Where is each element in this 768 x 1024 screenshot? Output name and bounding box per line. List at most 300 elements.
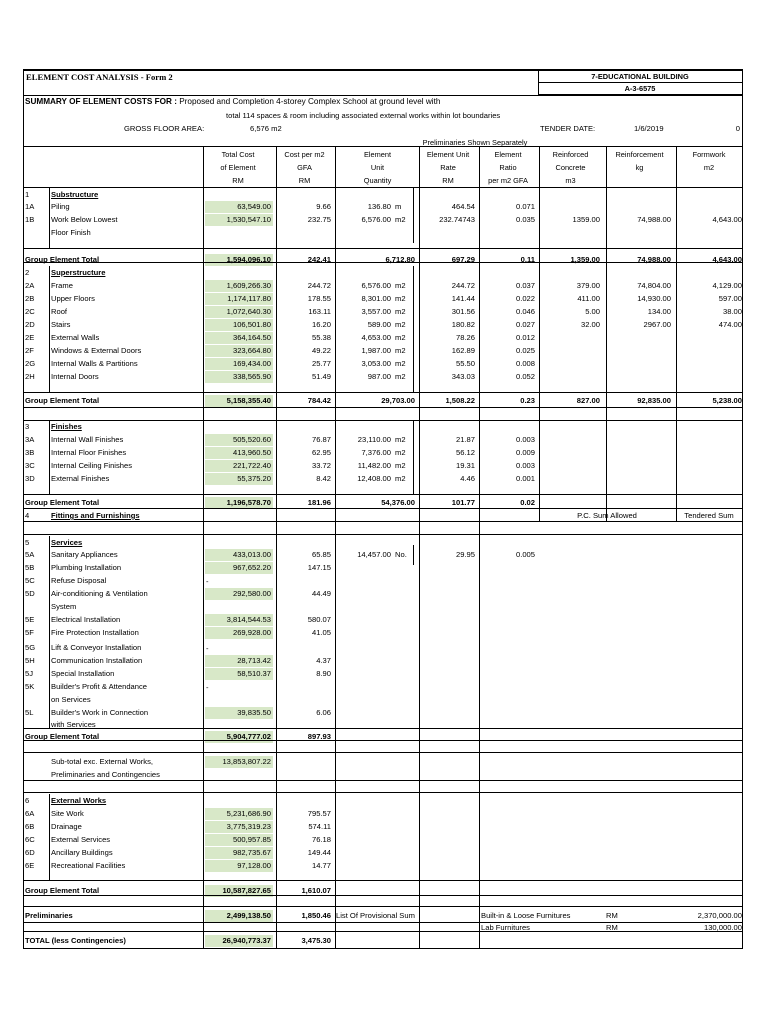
- unit-rate-value: 141.44: [451, 294, 475, 303]
- element-code: 2C: [25, 307, 35, 316]
- element-description: with Services: [51, 720, 96, 729]
- grid-line: [23, 728, 742, 729]
- total-cost-value: 58,510.37: [237, 669, 271, 678]
- grid-line: [23, 420, 742, 421]
- cost-per-m2-value: 62.95: [311, 448, 331, 457]
- quantity-value: 589.00: [367, 320, 391, 329]
- element-description: Drainage: [51, 822, 82, 831]
- column-header-total-cost: RM: [232, 176, 244, 185]
- element-description: Fittings and Furnishings: [51, 511, 140, 520]
- column-header-cost-per-m2: Cost per m2: [284, 150, 325, 159]
- element-description: Superstructure: [51, 268, 106, 277]
- gfa-value: 6,576 m2: [250, 124, 282, 133]
- grid-line: [23, 146, 742, 147]
- ratio-value: 0.001: [515, 474, 535, 483]
- ratio-value: 0.035: [515, 215, 535, 224]
- total-cost-value: 323,664.80: [232, 346, 271, 355]
- ratio-value: 0.003: [515, 461, 535, 470]
- total-cost-value: 1,072,640.30: [226, 307, 271, 316]
- total-cost-value: 982,735.67: [232, 848, 271, 857]
- unit-rate-value: 697.29: [451, 255, 475, 264]
- right-border: [742, 69, 743, 949]
- element-code: 2E: [25, 333, 35, 342]
- element-description: Internal Wall Finishes: [51, 435, 124, 444]
- top-border: [23, 69, 742, 71]
- total-cost-value: 3,814,544.53: [226, 615, 271, 624]
- element-code: 5D: [25, 589, 35, 598]
- grid-line: [23, 922, 742, 923]
- tender-date: 1/6/2019: [634, 124, 664, 133]
- element-description: Sub-total exc. External Works,: [51, 757, 153, 766]
- group-total-label: Group Element Total: [25, 732, 100, 741]
- group-total-label: Group Element Total: [25, 886, 100, 895]
- element-description: Substructure: [51, 190, 99, 199]
- column-header-cost-per-m2: RM: [298, 176, 311, 185]
- summary-desc-1: Proposed and Completion 4-storey Complex School at ground level with: [179, 97, 441, 106]
- grid-line: [23, 494, 742, 495]
- grid-line: [23, 508, 742, 509]
- cost-per-m2-value: 6.06: [316, 708, 331, 717]
- unit-rate-value: 1,508.22: [445, 396, 475, 405]
- grid-line: [23, 534, 742, 535]
- grid-line: [23, 895, 742, 896]
- reinforcement-value: 74,804.00: [637, 281, 671, 290]
- element-description: Recreational Facilities: [51, 861, 126, 870]
- column-header-reinforcement: Reinforcement: [615, 150, 664, 159]
- element-code: 2D: [25, 320, 35, 329]
- quantity-unit: m2: [395, 461, 406, 470]
- cost-per-m2-value: 149.44: [307, 848, 331, 857]
- total-cost-value: 26,940,773.37: [222, 936, 271, 945]
- summary-line: [25, 97, 440, 107]
- unit-rate-value: 464.54: [451, 202, 475, 211]
- quantity-value: 987.00: [367, 372, 391, 381]
- element-code: 6A: [25, 809, 35, 818]
- grid-line: [23, 880, 742, 881]
- cost-per-m2-value: 33.72: [311, 461, 331, 470]
- ratio-value: 0.012: [515, 333, 535, 342]
- grid-line: [203, 146, 204, 948]
- grid-line: [23, 906, 742, 907]
- column-header-concrete: m3: [565, 176, 576, 185]
- cost-per-m2-value: 147.15: [307, 563, 331, 572]
- ratio-value: 0.022: [515, 294, 535, 303]
- total-cost-value: 433,013.00: [232, 550, 271, 559]
- grid-line: [23, 752, 742, 753]
- quantity-value: 6,712.80: [385, 255, 415, 264]
- element-description: Communication Installation: [51, 656, 143, 665]
- unit-rate-value: 56.12: [455, 448, 475, 457]
- unit-rate-value: 101.77: [451, 498, 475, 507]
- cost-per-m2-value: 244.72: [307, 281, 331, 290]
- column-header-ratio: Ratio: [499, 163, 517, 172]
- total-cost-value: 413,960.50: [232, 448, 271, 457]
- grid-line: [23, 780, 742, 781]
- element-code: 3C: [25, 461, 35, 470]
- cost-per-m2-value: 574.11: [308, 822, 331, 831]
- element-code: 5J: [25, 669, 34, 678]
- element-description: on Services: [51, 695, 91, 704]
- element-code: 5: [25, 538, 30, 547]
- element-description: Ancillary Buildings: [51, 848, 113, 857]
- column-header-unit-rate: Element Unit: [426, 150, 470, 159]
- ratio-value: 0.052: [515, 372, 535, 381]
- cost-per-m2-value: 580.07: [307, 615, 331, 624]
- ratio-value: 0.02: [520, 498, 535, 507]
- element-code: 5A: [25, 550, 35, 559]
- column-header-ratio: Element: [494, 150, 522, 159]
- column-header-total-cost: Total Cost: [221, 150, 255, 159]
- element-description: System: [51, 602, 77, 611]
- grid-line: [23, 948, 742, 949]
- quantity-value: 3,557.00: [361, 307, 391, 316]
- element-code: 6D: [25, 848, 35, 857]
- element-code: 5L: [25, 708, 34, 717]
- quantity-value: 3,053.00: [361, 359, 391, 368]
- element-description: Plumbing Installation: [51, 563, 122, 572]
- cost-per-m2-value: 1,850.46: [301, 911, 331, 920]
- element-description: Site Work: [51, 809, 84, 818]
- element-description: Special Installation: [51, 669, 115, 678]
- formwork-value: 38.00: [722, 307, 742, 316]
- element-code: 3A: [25, 435, 35, 444]
- element-description: Internal Doors: [51, 372, 99, 381]
- summary-label: SUMMARY OF ELEMENT COSTS FOR :: [25, 97, 177, 106]
- ratio-value: 0.046: [515, 307, 535, 316]
- ratio-value: 0.003: [515, 435, 535, 444]
- group-total-label: Preliminaries: [25, 911, 73, 920]
- grid-line: [606, 146, 607, 521]
- provisional-sum-label: List Of Provisional Sum: [336, 911, 415, 920]
- cost-per-m2-value: 897.93: [307, 732, 331, 741]
- column-header-unit-rate: Rate: [440, 163, 456, 172]
- grid-line: [23, 792, 742, 793]
- grid-line: [276, 146, 277, 948]
- unit-rate-value: 78.26: [455, 333, 475, 342]
- ratio-value: 0.008: [515, 359, 535, 368]
- quantity-value: 6,576.00: [361, 215, 391, 224]
- grid-line: [413, 545, 414, 565]
- element-description: Windows & External Doors: [51, 346, 142, 355]
- quantity-unit: No.: [395, 550, 407, 559]
- concrete-value: 827.00: [576, 396, 600, 405]
- element-description: External Works: [51, 796, 107, 805]
- empty-cost-dash: -: [206, 644, 209, 653]
- element-description: Finishes: [51, 422, 82, 431]
- grid-line: [23, 740, 742, 741]
- reinforcement-value: 74,988.00: [637, 255, 671, 264]
- cost-per-m2-value: 795.57: [307, 809, 331, 818]
- element-description: Preliminaries and Contingencies: [51, 770, 160, 779]
- cost-per-m2-value: 65.85: [311, 550, 331, 559]
- cost-per-m2-value: 178.55: [307, 294, 331, 303]
- formwork-value: 4,643.00: [712, 255, 742, 264]
- total-cost-value: 97,128.00: [237, 861, 271, 870]
- column-header-element-qty: Quantity: [363, 176, 392, 185]
- grid-line: [49, 266, 50, 392]
- element-code: 5B: [25, 563, 35, 572]
- ratio-value: 0.027: [515, 320, 535, 329]
- cost-per-m2-value: 181.96: [307, 498, 331, 507]
- element-code: 2B: [25, 294, 35, 303]
- cost-per-m2-value: 4.37: [316, 656, 331, 665]
- element-code: 2G: [25, 359, 36, 368]
- element-code: 6C: [25, 835, 35, 844]
- element-code: 6: [25, 796, 30, 805]
- total-cost-value: 5,158,355.40: [226, 396, 271, 405]
- grid-line: [23, 248, 742, 249]
- quantity-unit: m2: [395, 359, 406, 368]
- element-description: Fire Protection Installation: [51, 628, 139, 637]
- quantity-value: 136.80: [367, 202, 391, 211]
- element-description: Lift & Conveyor Installation: [51, 643, 142, 652]
- total-cost-value: 2,499,138.50: [226, 911, 271, 920]
- total-cost-value: 500,957.85: [232, 835, 271, 844]
- currency: RM: [606, 923, 618, 932]
- cost-per-m2-value: 9.66: [316, 202, 331, 211]
- quantity-value: 54,376.00: [381, 498, 415, 507]
- empty-cost-dash: -: [206, 683, 209, 692]
- reinforcement-value: 2967.00: [643, 320, 671, 329]
- grid-line: [49, 187, 50, 248]
- element-code: 3B: [25, 448, 35, 457]
- quantity-unit: m2: [395, 281, 406, 290]
- quantity-value: 1,987.00: [361, 346, 391, 355]
- element-code: 3: [25, 422, 30, 431]
- element-description: Floor Finish: [51, 228, 91, 237]
- quantity-unit: m2: [395, 372, 406, 381]
- reinforcement-value: 74,988.00: [637, 215, 671, 224]
- ratio-value: 0.071: [515, 202, 535, 211]
- quantity-unit: m2: [395, 307, 406, 316]
- total-cost-value: 1,530,547.10: [226, 215, 271, 224]
- total-cost-value: 1,609,266.30: [226, 281, 271, 290]
- element-description: Frame: [51, 281, 73, 290]
- group-total-label: Group Element Total: [25, 498, 100, 507]
- total-cost-value: 1,174,117.80: [227, 294, 271, 303]
- reference-number: A-3-6575: [624, 84, 656, 93]
- quantity-value: 14,457.00: [357, 550, 391, 559]
- element-description: Builder's Work in Connection: [51, 708, 149, 717]
- reinforcement-value: 92,835.00: [637, 396, 671, 405]
- ratio-value: 0.037: [515, 281, 535, 290]
- unit-rate-value: 232.74743: [439, 215, 475, 224]
- element-code: 1: [25, 190, 30, 199]
- grid-line: [23, 95, 742, 96]
- total-cost-value: 55,375.20: [237, 474, 271, 483]
- concrete-value: 1,359.00: [570, 255, 600, 264]
- element-description: Electrical Installation: [51, 615, 121, 624]
- concrete-value: 411.00: [577, 294, 600, 303]
- cost-per-m2-value: 51.49: [311, 372, 331, 381]
- concrete-value: 379.00: [576, 281, 600, 290]
- total-cost-value: 169,434.00: [232, 359, 271, 368]
- unit-rate-value: 180.82: [451, 320, 475, 329]
- element-code: 5F: [25, 628, 34, 637]
- element-code: 2H: [25, 372, 35, 381]
- grid-line: [676, 146, 677, 521]
- grid-line: [419, 146, 420, 948]
- total-cost-value: 10,587,827.65: [222, 886, 271, 895]
- cost-per-m2-value: 3,475.30: [301, 936, 331, 945]
- element-description: External Services: [51, 835, 111, 844]
- quantity-unit: m2: [395, 215, 406, 224]
- formwork-value: 4,643.00: [712, 215, 742, 224]
- concrete-value: 5.00: [585, 307, 600, 316]
- quantity-unit: m2: [395, 320, 406, 329]
- total-cost-value: 5,904,777.02: [226, 732, 271, 741]
- quantity-unit: m2: [395, 435, 406, 444]
- element-description: Builder's Profit & Attendance: [51, 682, 148, 691]
- total-cost-value: 269,928.00: [232, 628, 271, 637]
- grid-line: [49, 420, 50, 494]
- total-cost-value: 63,549.00: [237, 202, 271, 211]
- ratio-value: 0.23: [520, 396, 535, 405]
- cost-per-m2-value: 76.87: [311, 435, 331, 444]
- cost-per-m2-value: 41.05: [311, 628, 331, 637]
- column-header-cost-per-m2: GFA: [297, 163, 312, 172]
- total-cost-value: 1,196,578.70: [226, 498, 271, 507]
- cost-per-m2-value: 14.77: [311, 861, 331, 870]
- grid-line: [23, 521, 742, 522]
- column-header-element-qty: Unit: [370, 163, 385, 172]
- element-description: Roof: [51, 307, 68, 316]
- element-description: Internal Ceiling Finishes: [51, 461, 133, 470]
- grid-line: [23, 262, 742, 263]
- unit-rate-value: 301.56: [451, 307, 475, 316]
- quantity-value: 7,376.00: [361, 448, 391, 457]
- quantity-value: 4,653.00: [361, 333, 391, 342]
- unit-rate-value: 19.31: [455, 461, 475, 470]
- cost-per-m2-value: 16.20: [311, 320, 331, 329]
- element-description: Work Below Lowest: [51, 215, 118, 224]
- element-code: 3D: [25, 474, 35, 483]
- total-cost-value: 967,652.20: [232, 563, 271, 572]
- quantity-value: 23,110.00: [357, 435, 391, 444]
- total-cost-value: 28,713.42: [237, 656, 271, 665]
- element-code: 2A: [25, 281, 35, 290]
- preliminaries-note: Preliminaries Shown Separately: [422, 138, 528, 147]
- element-code: 4: [25, 511, 30, 520]
- unit-rate-value: 162.89: [451, 346, 475, 355]
- total-cost-value: 221,722.40: [232, 461, 271, 470]
- element-description: Services: [51, 538, 83, 547]
- grid-line: [539, 146, 540, 521]
- reinforcement-value: 14,930.00: [637, 294, 671, 303]
- element-description: Internal Floor Finishes: [51, 448, 127, 457]
- quantity-unit: m2: [395, 294, 406, 303]
- cost-per-m2-value: 784.42: [307, 396, 331, 405]
- quantity-value: 12,408.00: [357, 474, 391, 483]
- element-code: 5C: [25, 576, 35, 585]
- quantity-unit: m2: [395, 333, 406, 342]
- grid-line: [23, 187, 742, 188]
- grid-line: [23, 407, 742, 408]
- building-type: 7-EDUCATIONAL BUILDING: [591, 72, 689, 81]
- total-cost-value: 292,580.00: [232, 589, 271, 598]
- column-header-formwork: m2: [703, 163, 715, 172]
- unit-rate-value: 21.87: [455, 435, 475, 444]
- grid-line: [49, 536, 50, 728]
- gfa-label: GROSS FLOOR AREA:: [124, 124, 205, 133]
- formwork-value: 597.00: [718, 294, 742, 303]
- ratio-value: 0.025: [515, 346, 535, 355]
- cost-per-m2-value: 232.75: [307, 215, 331, 224]
- grid-line: [23, 392, 742, 393]
- cost-per-m2-value: 242.41: [307, 255, 331, 264]
- column-header-concrete: Reinforced: [552, 150, 589, 159]
- element-code: 5E: [25, 615, 35, 624]
- element-description: Sanitary Appliances: [51, 550, 118, 559]
- formwork-value: 4,129.00: [712, 281, 742, 290]
- element-code: 6B: [25, 822, 35, 831]
- grid-line: [413, 420, 414, 494]
- element-code: 6E: [25, 861, 35, 870]
- element-description: Internal Walls & Partitions: [51, 359, 138, 368]
- quantity-value: 6,576.00: [361, 281, 391, 290]
- grid-line: [49, 794, 50, 880]
- unit-rate-value: 55.50: [455, 359, 475, 368]
- column-header-unit-rate: RM: [442, 176, 454, 185]
- pc-sum-label: P.C. Sum Allowed: [577, 511, 637, 520]
- grid-line: [538, 69, 539, 95]
- grid-line: [479, 146, 480, 948]
- total-cost-value: 505,520.60: [232, 435, 271, 444]
- unit-rate-value: 244.72: [451, 281, 475, 290]
- quantity-unit: m2: [395, 346, 406, 355]
- total-cost-value: 338,565.90: [232, 372, 271, 381]
- furniture-item: Lab Furnitures: [481, 923, 530, 932]
- column-header-concrete: Concrete: [555, 163, 586, 172]
- ratio-value: 0.005: [515, 550, 535, 559]
- concrete-value: 32.00: [580, 320, 600, 329]
- cost-per-m2-value: 76.18: [311, 835, 331, 844]
- element-code: 5K: [25, 682, 35, 691]
- furniture-value: 130,000.00: [703, 923, 742, 932]
- total-cost-value: 106,501.80: [232, 320, 271, 329]
- formwork-value: 474.00: [718, 320, 742, 329]
- quantity-unit: m2: [395, 448, 406, 457]
- cost-per-m2-value: 163.11: [308, 307, 331, 316]
- grid-line: [413, 187, 414, 243]
- column-header-element-qty: Element: [363, 150, 392, 159]
- element-code: 2: [25, 268, 30, 277]
- grid-line: [23, 931, 742, 932]
- ratio-value: 0.009: [515, 448, 535, 457]
- grid-line: [413, 266, 414, 392]
- ratio-value: 0.11: [520, 255, 535, 264]
- unit-rate-value: 343.03: [451, 372, 475, 381]
- tendered-sum-label: Tendered Sum: [684, 511, 734, 520]
- form-title: ELEMENT COST ANALYSIS - Form 2: [26, 72, 173, 82]
- group-total-label: TOTAL (less Contingencies): [25, 936, 126, 945]
- element-description: Air-conditioning & Ventilation: [51, 589, 148, 598]
- furniture-item: Built-in & Loose Furnitures: [481, 911, 571, 920]
- unit-rate-value: 4.46: [460, 474, 475, 483]
- element-description: External Walls: [51, 333, 100, 342]
- total-cost-value: 364,164.50: [232, 333, 271, 342]
- total-cost-value: 39,835.50: [237, 708, 271, 717]
- cost-per-m2-value: 8.42: [316, 474, 331, 483]
- cost-per-m2-value: 44.49: [311, 589, 331, 598]
- total-cost-value: 5,231,686.90: [226, 809, 271, 818]
- element-code: 2F: [25, 346, 34, 355]
- cost-per-m2-value: 1,610.07: [301, 886, 331, 895]
- quantity-value: 29,703.00: [381, 396, 415, 405]
- element-code: 1A: [25, 202, 35, 211]
- currency: RM: [606, 911, 618, 920]
- furniture-value: 2,370,000.00: [697, 911, 742, 920]
